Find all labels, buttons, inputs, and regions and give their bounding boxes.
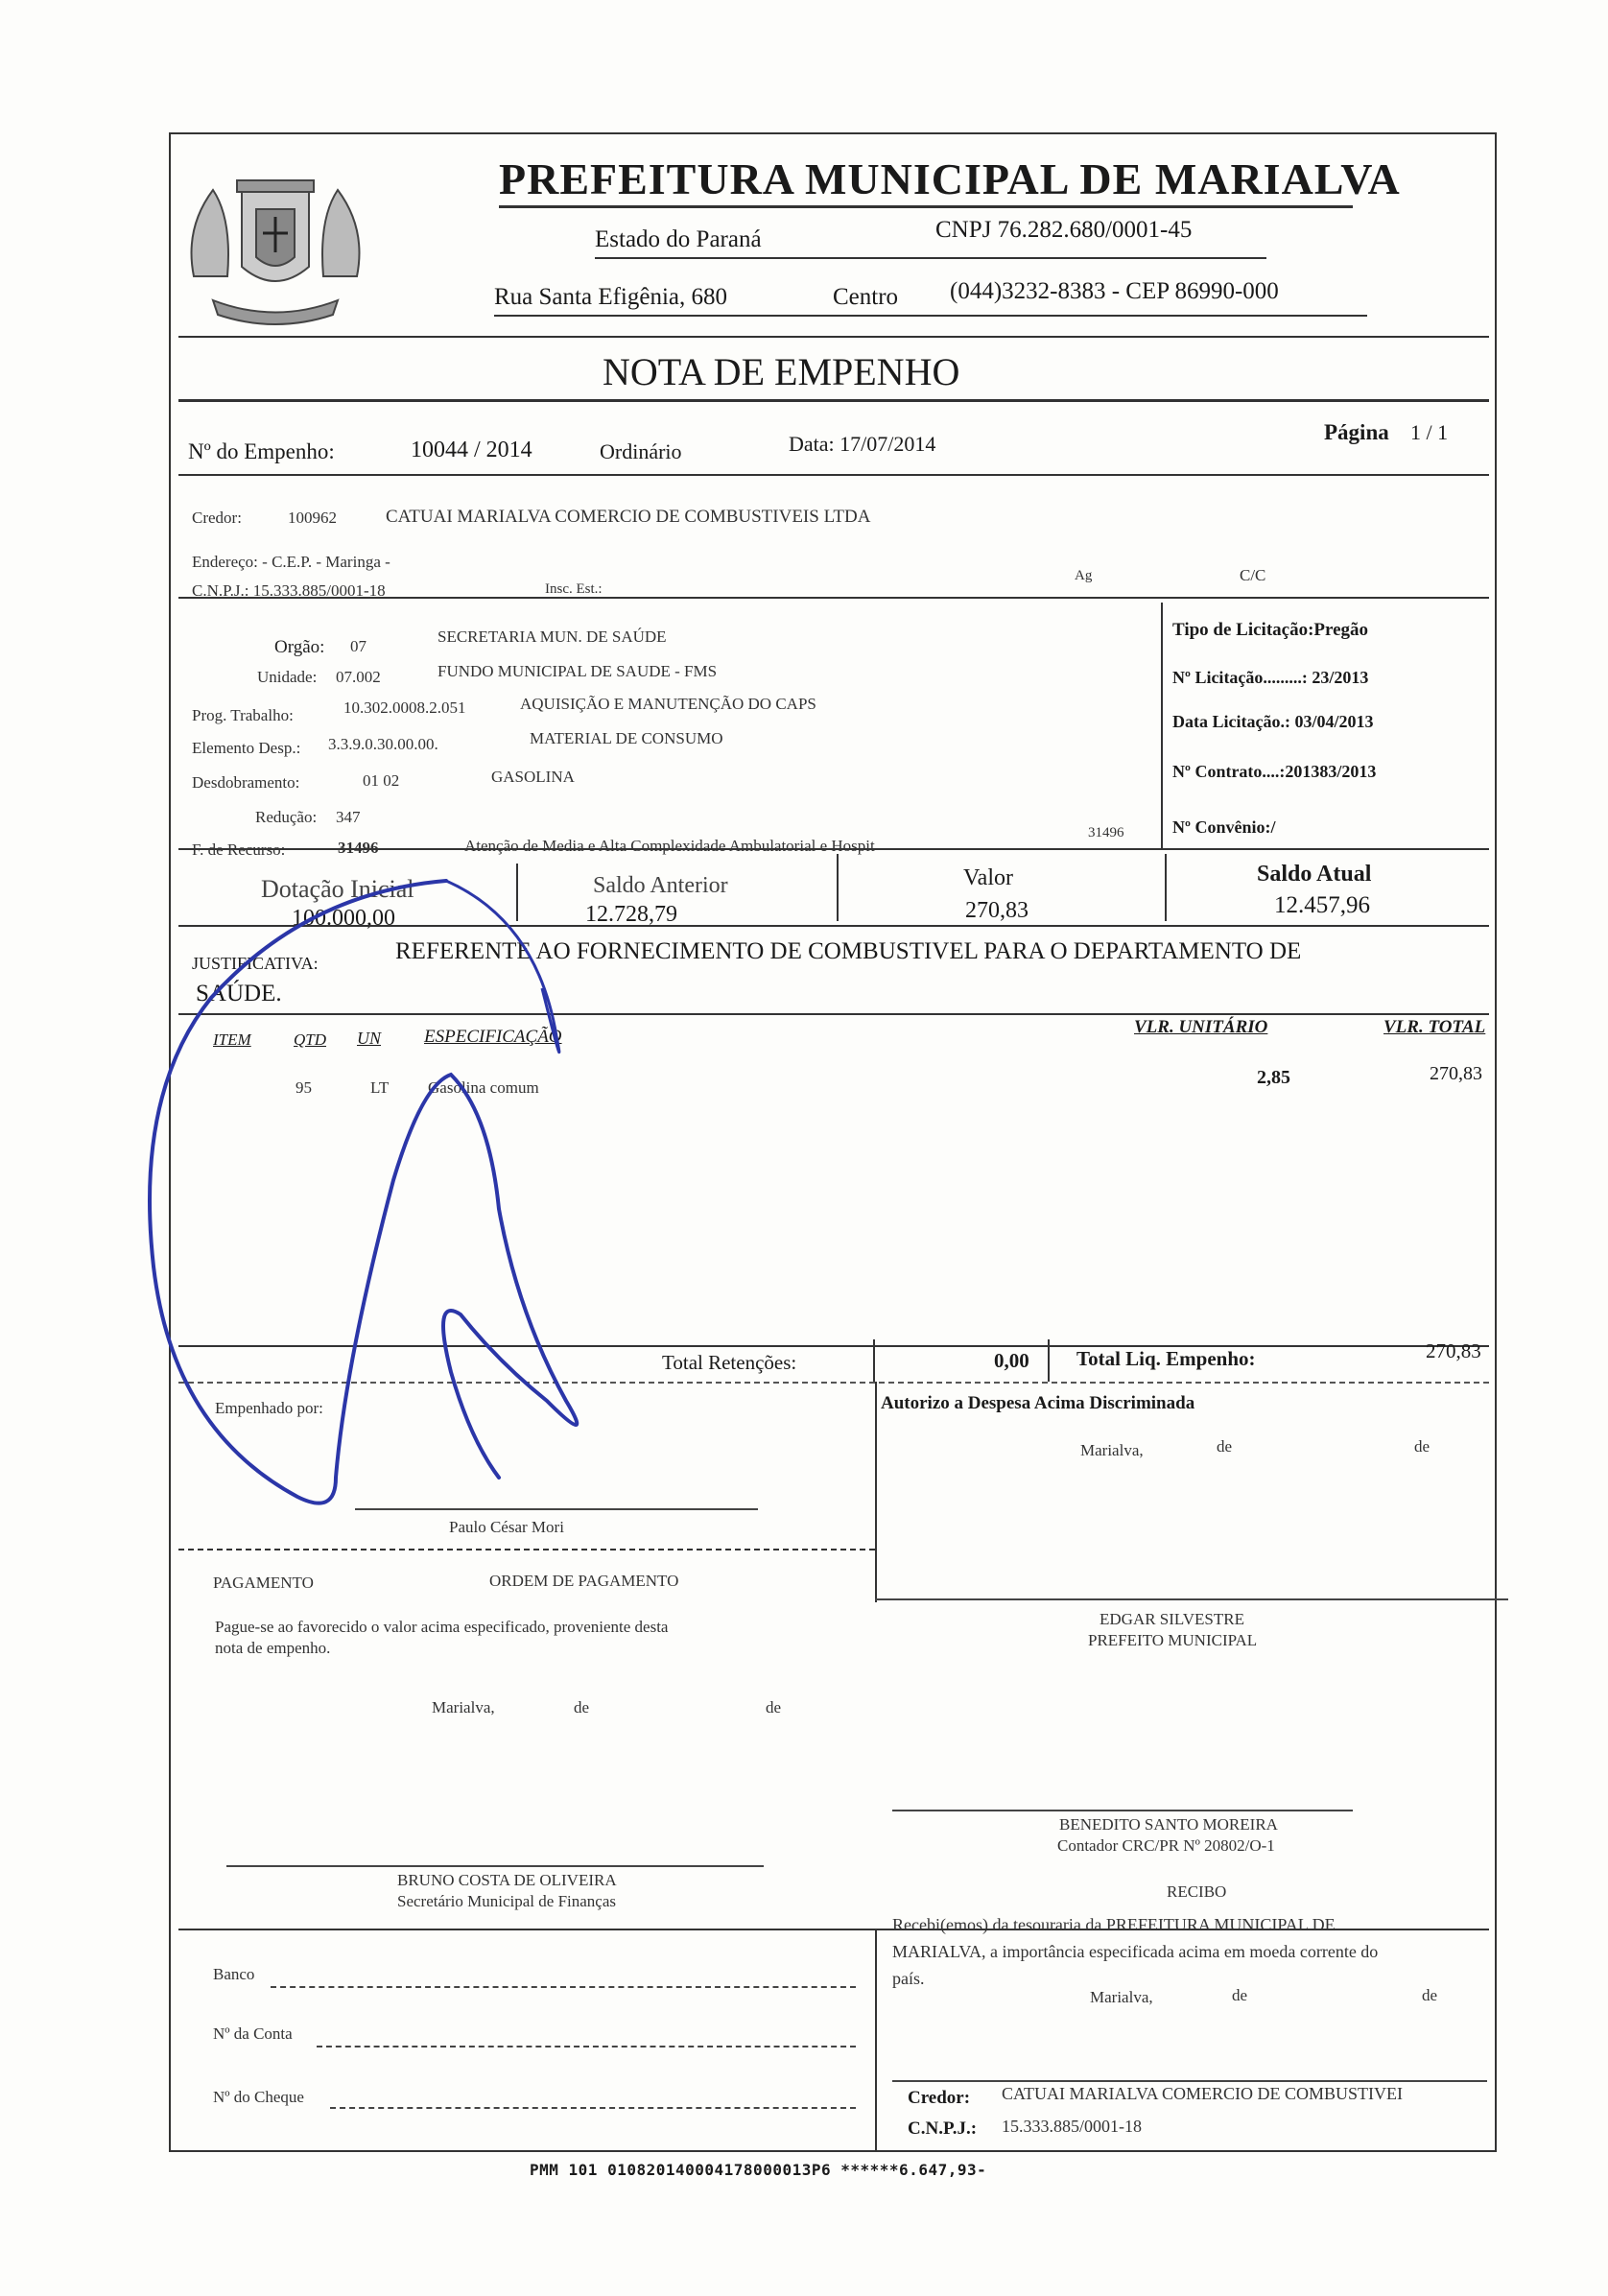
liquido-value: 270,83: [1426, 1339, 1481, 1362]
secretario-name: BRUNO COSTA DE OLIVEIRA: [397, 1871, 617, 1889]
municipality-cnpj: CNPJ 76.282.680/0001-45: [935, 217, 1193, 243]
empenho-date: Data: 17/07/2014: [789, 432, 936, 456]
recibo-credor-label: Credor:: [908, 2088, 971, 2108]
credor-name: CATUAI MARIALVA COMERCIO DE COMBUSTIVEIS LTDA: [386, 507, 871, 527]
fonte-label: F. de Recurso:: [192, 840, 286, 859]
credor-address: Endereço: - C.E.P. - Maringa -: [192, 553, 390, 571]
empenho-number-label: Nº do Empenho:: [188, 439, 335, 463]
col-header-item: ITEM: [213, 1030, 251, 1049]
footer-code: PMM 101 010820140004178000013P6 ******6.647,93-: [530, 2161, 987, 2179]
autorizo-de-2: de: [1414, 1437, 1431, 1456]
autorizo-place: Marialva,: [1080, 1441, 1144, 1459]
saldo-anterior-label: Saldo Anterior: [593, 873, 728, 898]
reducao-value: 347: [336, 808, 361, 826]
unidade-label: Unidade:: [257, 668, 318, 686]
justificativa-text: REFERENTE AO FORNECIMENTO DE COMBUSTIVEL PARA O DEPARTAMENTO DE: [395, 938, 1302, 964]
secretario-role: Secretário Municipal de Finanças: [397, 1892, 617, 1910]
pagamento-de-1: de: [574, 1698, 590, 1716]
justificativa-text-2: SAÚDE.: [196, 981, 282, 1006]
municipality-phone-cep: (044)3232-8383 - CEP 86990-000: [950, 278, 1279, 304]
recibo-text-3: país.: [892, 1969, 925, 1988]
col-header-especificacao: ESPECIFICAÇÃO: [424, 1027, 562, 1047]
saldo-anterior-value: 12.728,79: [585, 902, 677, 927]
elemento-code: 3.3.9.0.30.00.00.: [328, 735, 438, 753]
recibo-de-1: de: [1232, 1986, 1248, 2004]
col-header-vlr-total: VLR. TOTAL: [1383, 1017, 1486, 1037]
recibo-cnpj-label: C.N.P.J.:: [908, 2118, 978, 2139]
justificativa-label: JUSTIFICATIVA:: [192, 954, 319, 973]
retencoes-value: 0,00: [994, 1349, 1029, 1372]
row-especificacao: Gasolina comum: [428, 1078, 539, 1097]
empenhado-por-label: Empenhado por:: [215, 1399, 323, 1417]
row-vlr-unitario: 2,85: [1257, 1067, 1290, 1088]
fonte-value: Atenção de Media e Alta Complexidade Ambulatorial e Hospit: [464, 837, 875, 855]
ordem-pagamento-text-2: nota de empenho.: [215, 1639, 331, 1657]
valor-value: 270,83: [965, 898, 1029, 923]
recibo-text-1: Recebi(emos) da tesouraria da PREFEITURA MUNICIPAL DE: [892, 1915, 1336, 1934]
elemento-label: Elemento Desp.:: [192, 739, 301, 757]
licitacao-convenio: Nº Convênio:/: [1172, 817, 1276, 837]
desdobramento-code: 01 02: [363, 771, 400, 790]
elemento-value: MATERIAL DE CONSUMO: [530, 729, 723, 747]
municipality-address: Rua Santa Efigênia, 680: [494, 284, 727, 310]
col-header-qtd: QTD: [294, 1030, 327, 1049]
fonte-extra: 31496: [1088, 825, 1124, 840]
row-qtd: 95: [296, 1078, 312, 1097]
col-header-vlr-unitario: VLR. UNITÁRIO: [1134, 1017, 1268, 1037]
liquido-label: Total Liq. Empenho:: [1076, 1347, 1256, 1370]
banco-label: Banco: [213, 1965, 255, 1983]
ordem-pagamento-title: ORDEM DE PAGAMENTO: [489, 1572, 679, 1590]
credor-ie-label: Insc. Est.:: [545, 581, 603, 597]
credor-cc-label: C/C: [1240, 566, 1266, 584]
page-label: Página: [1324, 420, 1389, 444]
autorizo-text: Autorizo a Despesa Acima Discriminada: [881, 1393, 1195, 1413]
retencoes-label: Total Retenções:: [662, 1351, 797, 1374]
recibo-place: Marialva,: [1090, 1988, 1153, 2006]
col-header-un: UN: [357, 1029, 382, 1048]
prefeito-role: PREFEITO MUNICIPAL: [1088, 1631, 1258, 1649]
saldo-atual-label: Saldo Atual: [1257, 862, 1372, 887]
recibo-credor-value: CATUAI MARIALVA COMERCIO DE COMBUSTIVEI: [1002, 2084, 1404, 2103]
fonte-code: 31496: [338, 839, 379, 857]
contador-name: BENEDITO SANTO MOREIRA: [1059, 1815, 1278, 1834]
recibo-text-2: MARIALVA, a importância especificada acima em moeda corrente do: [892, 1942, 1379, 1961]
empenhado-signer: Paulo César Mori: [449, 1518, 564, 1536]
recibo-cnpj-value: 15.333.885/0001-18: [1002, 2117, 1142, 2136]
dotacao-value: 100.000,00: [292, 906, 395, 931]
unidade-value: FUNDO MUNICIPAL DE SAUDE - FMS: [437, 662, 718, 680]
credor-label: Credor:: [192, 509, 242, 527]
conta-label: Nº da Conta: [213, 2024, 293, 2043]
prefeito-name: EDGAR SILVESTRE: [1100, 1610, 1244, 1628]
pagamento-de-2: de: [766, 1698, 782, 1716]
licitacao-contrato: Nº Contrato....:201383/2013: [1172, 762, 1377, 781]
programa-code: 10.302.0008.2.051: [343, 698, 466, 717]
valor-label: Valor: [963, 865, 1013, 890]
programa-label: Prog. Trabalho:: [192, 706, 294, 724]
desdobramento-value: GASOLINA: [491, 768, 575, 786]
empenho-number: 10044 / 2014: [411, 438, 532, 462]
autorizo-de-1: de: [1217, 1437, 1233, 1456]
licitacao-numero: Nº Licitação.........: 23/2013: [1172, 668, 1369, 687]
pagamento-place: Marialva,: [432, 1698, 495, 1716]
row-un: LT: [370, 1078, 390, 1097]
reducao-label: Redução:: [255, 808, 318, 826]
credor-cnpj: C.N.P.J.: 15.333.885/0001-18: [192, 581, 386, 600]
contador-role: Contador CRC/PR Nº 20802/O-1: [1057, 1836, 1275, 1855]
recibo-title: RECIBO: [1167, 1882, 1227, 1901]
desdobramento-label: Desdobramento:: [192, 773, 300, 792]
document-title: NOTA DE EMPENHO: [603, 350, 960, 393]
municipality-title: PREFEITURA MUNICIPAL DE MARIALVA: [499, 154, 1401, 203]
credor-code: 100962: [288, 509, 337, 527]
empenho-type: Ordinário: [600, 439, 682, 463]
municipality-district: Centro: [833, 284, 899, 310]
ordem-pagamento-text: Pague-se ao favorecido o valor acima especificado, proveniente desta: [215, 1618, 669, 1636]
orgao-code: 07: [350, 637, 367, 655]
page-number: 1 / 1: [1410, 420, 1449, 444]
orgao-label: Orgão:: [274, 637, 325, 657]
state-name: Estado do Paraná: [595, 226, 762, 252]
programa-value: AQUISIÇÃO E MANUTENÇÃO DO CAPS: [520, 695, 816, 713]
credor-ag-label: Ag: [1075, 568, 1093, 583]
pagamento-side-label: PAGAMENTO: [213, 1574, 314, 1592]
saldo-atual-value: 12.457,96: [1274, 892, 1370, 918]
licitacao-data: Data Licitação.: 03/04/2013: [1172, 712, 1374, 731]
row-vlr-total: 270,83: [1430, 1063, 1482, 1084]
handwritten-signature: [134, 864, 710, 1554]
orgao-value: SECRETARIA MUN. DE SAÚDE: [437, 627, 667, 646]
unidade-code: 07.002: [336, 668, 381, 686]
dotacao-label: Dotação Inicial: [261, 875, 414, 903]
cheque-label: Nº do Cheque: [213, 2088, 304, 2106]
licitacao-tipo: Tipo de Licitação:Pregão: [1172, 620, 1369, 640]
recibo-de-2: de: [1422, 1986, 1438, 2004]
